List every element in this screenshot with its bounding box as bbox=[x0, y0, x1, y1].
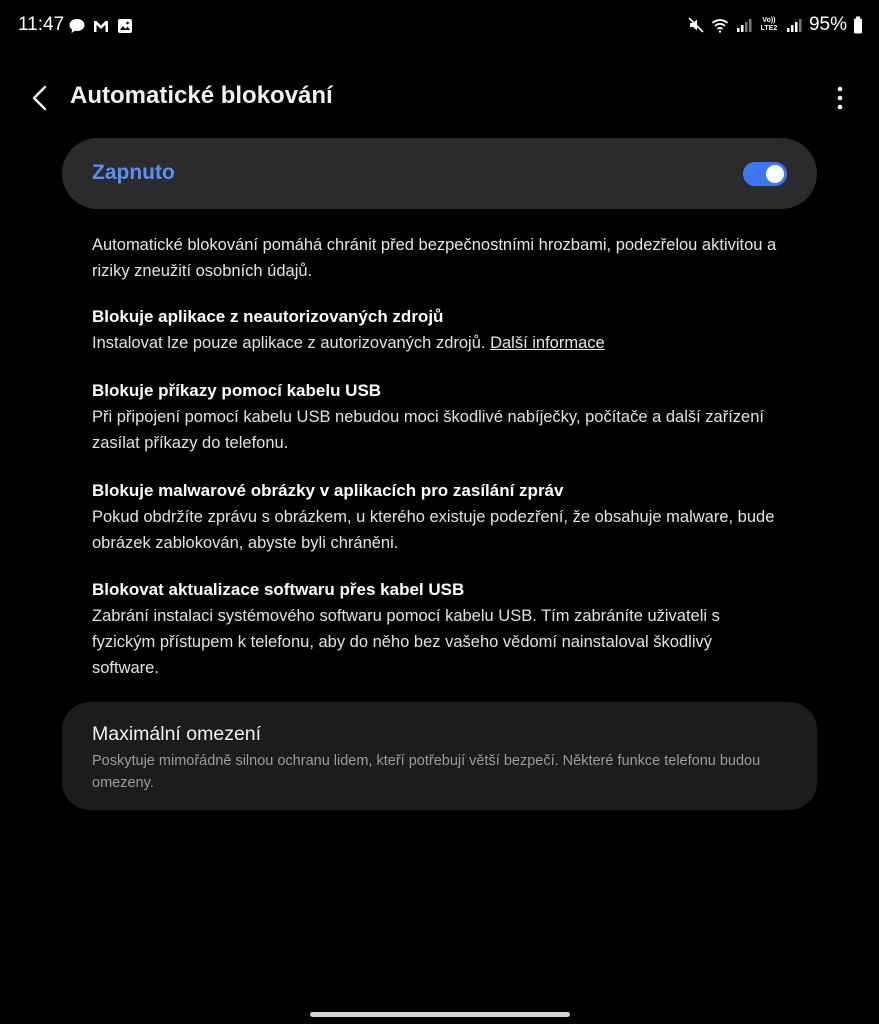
status-bar bbox=[0, 0, 879, 52]
section-unauthorized-apps bbox=[92, 304, 812, 356]
section-text bbox=[92, 330, 812, 356]
status-time: 11:47 bbox=[18, 14, 65, 35]
section-title: Blokovat aktualizace softwaru přes kabel USB bbox=[92, 580, 465, 599]
toggle-label: Zapnuto bbox=[92, 161, 175, 184]
page-title: Automatické blokování bbox=[70, 82, 333, 109]
wifi-icon bbox=[711, 16, 729, 34]
section-usb-software-updates bbox=[92, 577, 812, 681]
main-toggle-row[interactable] bbox=[62, 138, 817, 209]
app-bar bbox=[0, 72, 879, 124]
mute-icon bbox=[687, 16, 705, 34]
volte-lte2-icon: Vo)) LTE2 bbox=[760, 17, 778, 32]
switch-knob bbox=[766, 165, 784, 183]
section-title: Blokuje příkazy pomocí kabelu USB bbox=[92, 381, 382, 400]
section-text-body: Instalovat lze pouze aplikace z autorizovaných zdrojů. bbox=[92, 334, 486, 352]
battery-percentage: 95% bbox=[808, 14, 847, 35]
more-info-link[interactable]: Další informace bbox=[490, 334, 605, 352]
max-restriction-description: Poskytuje mimořádně silnou ochranu lidem, kteří potřebují větší bezpečí. Některé funkce telefonu budou omezeny. bbox=[92, 753, 761, 791]
more-vertical-icon[interactable] bbox=[831, 84, 849, 112]
home-gesture-bar[interactable] bbox=[310, 1012, 570, 1017]
section-title: Blokuje malwarové obrázky v aplikacích pro zasílání zpráv bbox=[92, 481, 564, 500]
signal-icon bbox=[785, 16, 803, 34]
back-chevron-icon[interactable] bbox=[26, 82, 56, 114]
max-restriction-row[interactable] bbox=[62, 702, 817, 810]
battery-icon bbox=[853, 16, 863, 34]
chat-bubble-icon bbox=[68, 17, 86, 35]
auto-block-switch[interactable] bbox=[743, 162, 787, 186]
section-malware-images bbox=[92, 478, 812, 556]
section-text: Zabrání instalaci systémového softwaru pomocí kabelu USB. Tím zabráníte uživateli s fyzickým přístupem k telefonu, aby do něho bez vašeho vědomí nainstaloval škodlivý software. bbox=[92, 607, 720, 677]
gmail-icon bbox=[92, 17, 110, 35]
signal-icon bbox=[735, 16, 753, 34]
section-text: Pokud obdržíte zprávu s obrázkem, u kterého existuje podezření, že obsahuje malware, bude obrázek zablokován, abyste byli chráněni. bbox=[92, 508, 775, 552]
section-usb-commands bbox=[92, 378, 812, 456]
system-status-icons bbox=[687, 14, 863, 36]
max-restriction-title: Maximální omezení bbox=[92, 723, 262, 745]
gallery-icon bbox=[116, 17, 134, 35]
feature-description: Automatické blokování pomáhá chránit před bezpečnostními hrozbami, podezřelou aktivitou a riziky zneužití osobních údajů. bbox=[92, 236, 777, 280]
section-text: Při připojení pomocí kabelu USB nebudou moci škodlivé nabíječky, počítače a další zařízení zasílat příkazy do telefonu. bbox=[92, 408, 764, 452]
section-title: Blokuje aplikace z neautorizovaných zdrojů bbox=[92, 307, 444, 326]
notification-icons bbox=[68, 17, 134, 35]
